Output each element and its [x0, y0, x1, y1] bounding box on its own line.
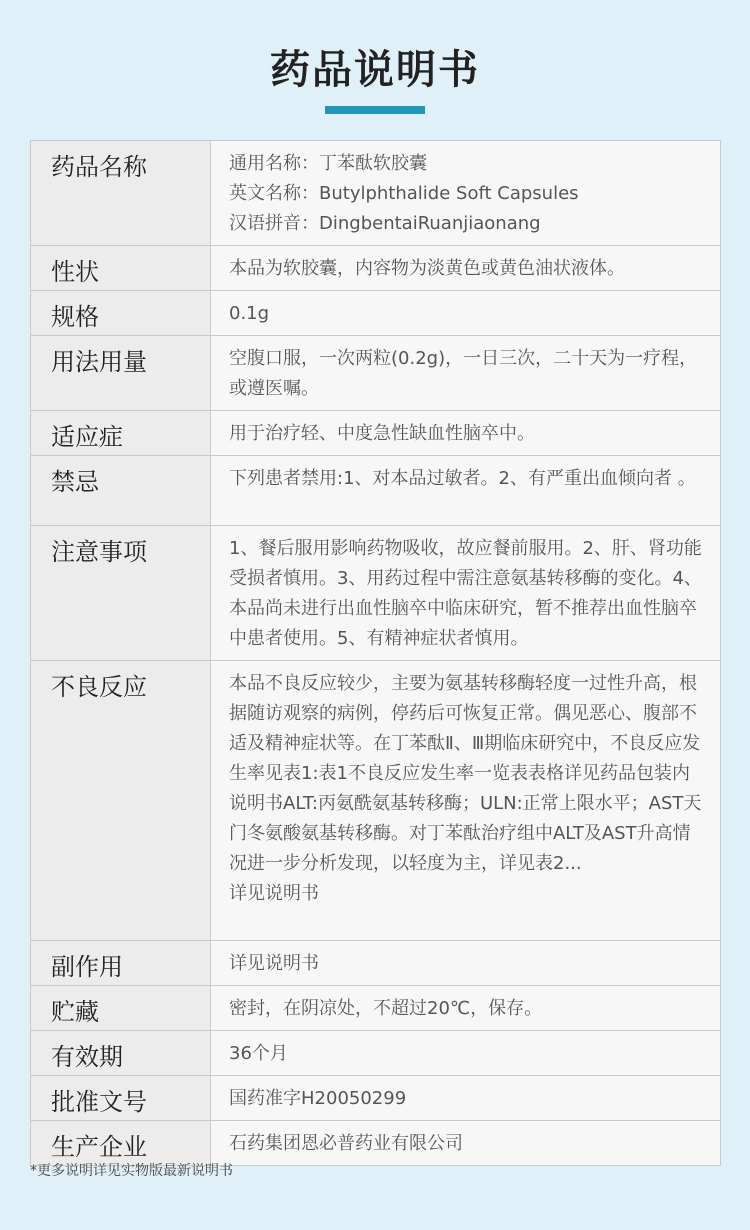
- row-label: 性状: [31, 246, 211, 291]
- row-label: 不良反应: [31, 661, 211, 941]
- table-row-side-effects: [31, 941, 721, 986]
- row-label: 副作用: [31, 941, 211, 986]
- table-row-validity: [31, 1031, 721, 1076]
- row-value: 详见说明书: [211, 941, 721, 986]
- row-label: 药品名称: [31, 141, 211, 246]
- row-value: 本品为软胶囊，内容物为淡黄色或黄色油状液体。: [211, 246, 721, 291]
- row-value: 国药准字H20050299: [211, 1076, 721, 1121]
- table-row-storage: [31, 986, 721, 1031]
- row-value: 密封，在阴凉处，不超过20℃，保存。: [211, 986, 721, 1031]
- row-value: 石药集团恩必普药业有限公司: [211, 1121, 721, 1166]
- row-label: 注意事项: [31, 526, 211, 661]
- row-label: 有效期: [31, 1031, 211, 1076]
- table-row-dosage: [31, 336, 721, 411]
- row-label: 贮藏: [31, 986, 211, 1031]
- generic-name: 通用名称：丁苯酞软胶囊: [229, 153, 427, 174]
- table-row-contraindication: [31, 456, 721, 526]
- title-underline: [325, 106, 425, 114]
- pinyin-name: 汉语拼音：DingbentaiRuanjiaonang: [229, 213, 541, 234]
- row-value: 用于治疗轻、中度急性缺血性脑卒中。: [211, 411, 721, 456]
- drug-info-table: [30, 140, 721, 1166]
- english-name: 英文名称：Butylphthalide Soft Capsules: [229, 183, 579, 204]
- page-title: 药品说明书: [270, 47, 480, 93]
- table-row-spec: [31, 291, 721, 336]
- row-value: 1、餐后服用影响药物吸收，故应餐前服用。2、肝、肾功能受损者慎用。3、用药过程中需注意氨基转移酶的变化。4、本品尚未进行出血性脑卒中临床研究，暂不推荐出血性脑卒中患者使用。5、有精神症状者慎用。: [211, 526, 721, 661]
- table-row-character: [31, 246, 721, 291]
- table-row-indication: [31, 411, 721, 456]
- row-label: 批准文号: [31, 1076, 211, 1121]
- table-row-manufacturer: [31, 1121, 721, 1166]
- table-row-approval: [31, 1076, 721, 1121]
- row-value: 空腹口服，一次两粒(0.2g)，一日三次，二十天为一疗程，或遵医嘱。: [211, 336, 721, 411]
- row-value: [211, 661, 721, 941]
- footnote: *更多说明详见实物版最新说明书: [30, 1163, 233, 1179]
- table-row-adverse-reactions: [31, 661, 721, 941]
- row-value: [211, 141, 721, 246]
- adverse-more: 详见说明书: [229, 883, 319, 904]
- row-value: 36个月: [211, 1031, 721, 1076]
- row-label: 生产企业: [31, 1121, 211, 1166]
- adverse-text: 本品不良反应较少，主要为氨基转移酶轻度一过性升高，根据随访观察的病例，停药后可恢复正常。偶见恶心、腹部不适及精神症状等。在丁苯酞Ⅱ、Ⅲ期临床研究中，不良反应发生率见表1:表1不良反应发生率一览表表格详见药品包装内说明书ALT:丙氨酰氨基转移酶；ULN:正常上限水平；AST天门冬氨酸氨基转移酶。对丁苯酞治疗组中ALT及AST升高情况进一步分析发现，以轻度为主，详见表2...: [229, 673, 702, 874]
- table-row-drug-name: [31, 141, 721, 246]
- row-label: 用法用量: [31, 336, 211, 411]
- row-label: 适应症: [31, 411, 211, 456]
- table-row-precautions: [31, 526, 721, 661]
- row-value: 0.1g: [211, 291, 721, 336]
- row-label: 禁忌: [31, 456, 211, 526]
- row-label: 规格: [31, 291, 211, 336]
- row-value: 下列患者禁用:1、对本品过敏者。2、有严重出血倾向者 。: [211, 456, 721, 526]
